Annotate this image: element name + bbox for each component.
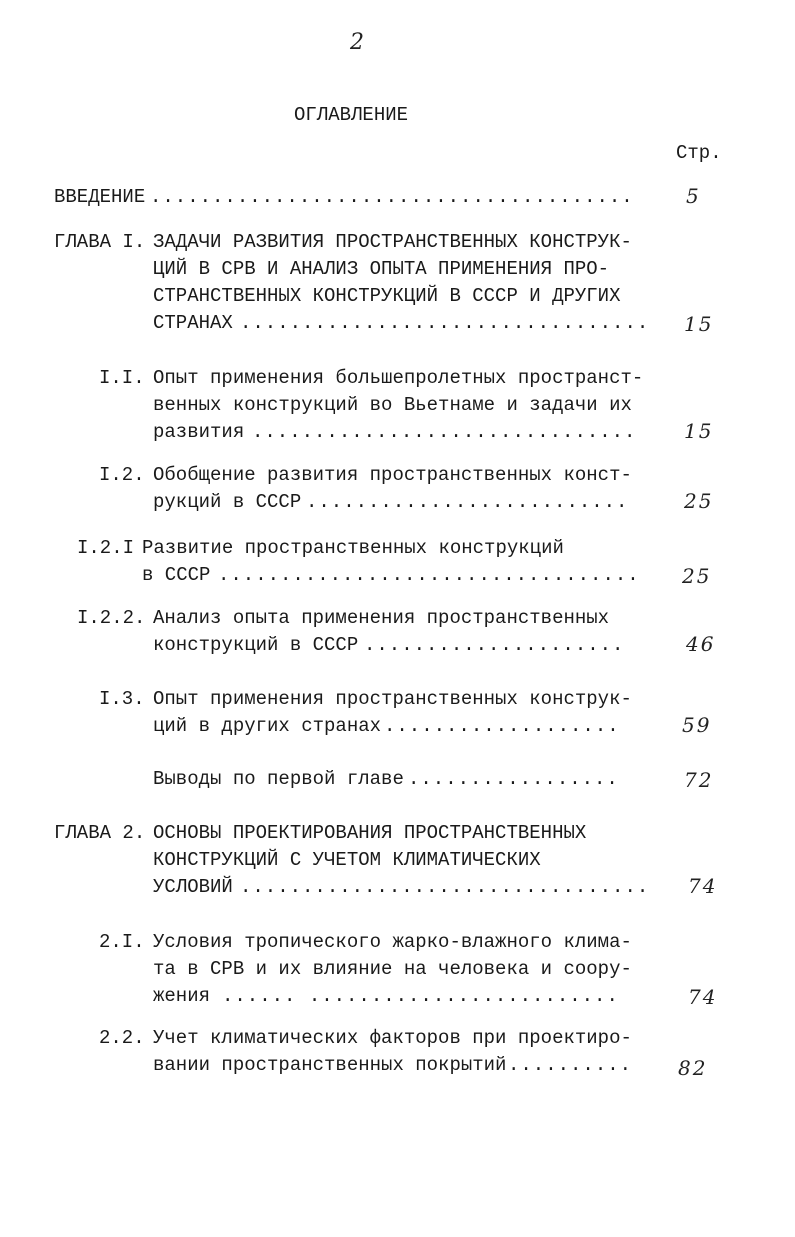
entry-number: I.2.2.: [77, 607, 146, 629]
dot-leader: ...............................: [252, 421, 637, 443]
toc-title: ОГЛАВЛЕНИЕ: [294, 104, 409, 126]
entry-title-line: Учет климатических факторов при проектиро-: [153, 1027, 632, 1049]
entry-title-line: ций в других странах: [153, 715, 382, 737]
dot-leader: .................................: [240, 876, 650, 898]
entry-number: 2.2.: [99, 1027, 145, 1049]
entry-page: 72: [684, 768, 714, 792]
entry-page: 82: [678, 1056, 708, 1080]
entry-title-line: ЗАДАЧИ РАЗВИТИЯ ПРОСТРАНСТВЕННЫХ КОНСТРУК-: [153, 231, 632, 253]
entry-title-line: СТРАНСТВЕННЫХ КОНСТРУКЦИЙ В СССР И ДРУГИХ: [153, 285, 621, 307]
entry-number: I.I.: [99, 367, 145, 389]
entry-page: 15: [684, 312, 714, 336]
entry-page: 74: [688, 985, 718, 1009]
dot-leader: ...... .........................: [222, 985, 619, 1007]
entry-number: I.2.I: [77, 537, 135, 559]
entry-title-line: рукций в СССР: [153, 491, 302, 513]
entry-title-line: ЦИЙ В СРВ И АНАЛИЗ ОПЫТА ПРИМЕНЕНИЯ ПРО-: [153, 258, 610, 280]
entry-page: 5: [686, 184, 701, 208]
dot-leader: .................................: [240, 312, 650, 334]
dot-leader: .................: [408, 768, 619, 790]
page-number: 2: [350, 30, 366, 55]
entry-title-line: ОСНОВЫ ПРОЕКТИРОВАНИЯ ПРОСТРАНСТВЕННЫХ: [153, 822, 587, 844]
entry-title-line: КОНСТРУКЦИЙ С УЧЕТОМ КЛИМАТИЧЕСКИХ: [153, 849, 541, 871]
dot-leader: .....................: [364, 634, 625, 656]
entry-title-line: Обобщение развития пространственных конст-: [153, 464, 632, 486]
entry-number: ГЛАВА 2.: [54, 822, 146, 844]
entry-title-line: в СССР: [142, 564, 211, 586]
entry-title-line: Развитие пространственных конструкций: [142, 537, 564, 559]
entry-number: 2.I.: [99, 931, 145, 953]
entry-title-line: Условия тропического жарко-влажного клима-: [153, 931, 632, 953]
entry-number: ГЛАВА I.: [54, 231, 146, 253]
entry-page: 25: [682, 564, 712, 588]
entry-number: I.2.: [99, 464, 145, 486]
entry-title-line: жения: [153, 985, 211, 1007]
dot-leader: ...................: [384, 715, 620, 737]
entry-title-line: венных конструкций во Вьетнаме и задачи их: [153, 394, 632, 416]
entry-page: 74: [688, 874, 718, 898]
entry-page: 46: [686, 632, 716, 656]
dot-leader: .......................................: [150, 186, 634, 208]
entry-number: I.3.: [99, 688, 145, 710]
entry-title-line: ВВЕДЕНИЕ: [54, 186, 146, 208]
entry-title-line: УСЛОВИЙ: [153, 876, 233, 898]
entry-title-line: Выводы по первой главе: [153, 768, 404, 790]
entry-title-line: вании пространственных покрытий: [153, 1054, 507, 1076]
entry-title-line: развития: [153, 421, 245, 443]
dot-leader: ..........: [508, 1054, 633, 1076]
entry-title-line: та в СРВ и их влияние на человека и соору-: [153, 958, 632, 980]
entry-title-line: Анализ опыта применения пространственных: [153, 607, 610, 629]
entry-title-line: конструкций в СССР: [153, 634, 359, 656]
dot-leader: ..........................: [306, 491, 629, 513]
entry-title-line: Опыт применения большепролетных пространст-: [153, 367, 644, 389]
entry-page: 25: [684, 489, 714, 513]
dot-leader: ..................................: [218, 564, 640, 586]
entry-title-line: СТРАНАХ: [153, 312, 233, 334]
page-column-label: Стр.: [676, 142, 722, 164]
entry-title-line: Опыт применения пространственных конструк-: [153, 688, 632, 710]
entry-page: 15: [684, 419, 714, 443]
entry-page: 59: [682, 713, 712, 737]
